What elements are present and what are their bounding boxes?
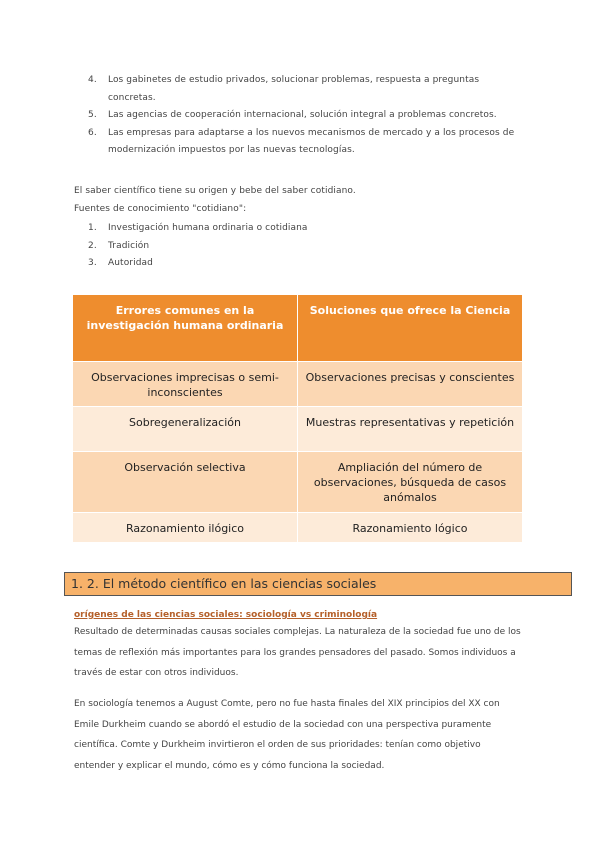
list-item: 2. Tradición <box>88 240 150 251</box>
table-row <box>73 407 523 452</box>
list-item: 3. Autoridad <box>88 258 153 268</box>
table-cell: Razonamiento ilógico <box>73 513 298 543</box>
list-item: 6. Las empresas para adaptarse a los nuevos mecanismos de mercado y a los procesos de modernización impuestos por las nuevas tecnologías. <box>88 127 515 155</box>
table-row <box>73 362 523 407</box>
table-cell: Sobregeneralización <box>73 407 298 452</box>
table-cell: Observaciones imprecisas o semi-inconscientes <box>73 362 298 407</box>
table-header-row <box>73 295 523 362</box>
paragraph-2: En sociología tenemos a August Comte, pero no fue hasta finales del XIX principios del XX con Emile Durkheim cuando se abordó el estudio de la sociedad con una perspectiva puramente científica. Comte y Durkheim invirtieron el orden de sus prioridades: tenían como objetivo entender y explicar el mundo, cómo es y cómo funciona la sociedad. <box>74 699 500 771</box>
table-row <box>73 513 523 543</box>
list-item: 1. Investigación humana ordinaria o cotidiana <box>88 223 308 233</box>
table-cell: Muestras representativas y repetición <box>298 407 523 452</box>
section-number: 1. 2. <box>71 576 99 591</box>
paragraph-1: Resultado de determinadas causas sociales complejas. La naturaleza de la sociedad fue uno de los temas de reflexión más importantes para los grandes pensadores del pasado. Somos individuos a través de estar con otros individuos. <box>74 627 521 678</box>
table-cell: Razonamiento lógico <box>298 513 523 543</box>
list-item: 4. Los gabinetes de estudio privados, solucionar problemas, respuesta a preguntas concretas. <box>88 75 480 103</box>
intro-line-2: Fuentes de conocimiento "cotidiano": <box>74 204 247 214</box>
table-cell: Observación selectiva <box>73 452 298 513</box>
table-cell: Observaciones precisas y conscientes <box>298 362 523 407</box>
section-title: El método científico en las ciencias sociales <box>102 576 377 591</box>
section-heading <box>64 572 572 596</box>
table-cell: Ampliación del número de observaciones, búsqueda de casos anómalos <box>298 452 523 513</box>
table-header-cell: Soluciones que ofrece la Ciencia <box>298 295 523 362</box>
sources-list <box>88 220 528 273</box>
intro-line-1: El saber científico tiene su origen y bebe del saber cotidiano. <box>74 186 356 196</box>
subheading: orígenes de las ciencias sociales: sociología vs criminología <box>74 610 378 620</box>
top-list <box>88 72 528 160</box>
table-header-cell: Errores comunes en la investigación humana ordinaria <box>73 295 298 362</box>
list-item: 5. Las agencias de cooperación internacional, solución integral a problemas concretos. <box>88 110 497 120</box>
table-row <box>73 452 523 513</box>
errors-solutions-table <box>72 294 523 543</box>
